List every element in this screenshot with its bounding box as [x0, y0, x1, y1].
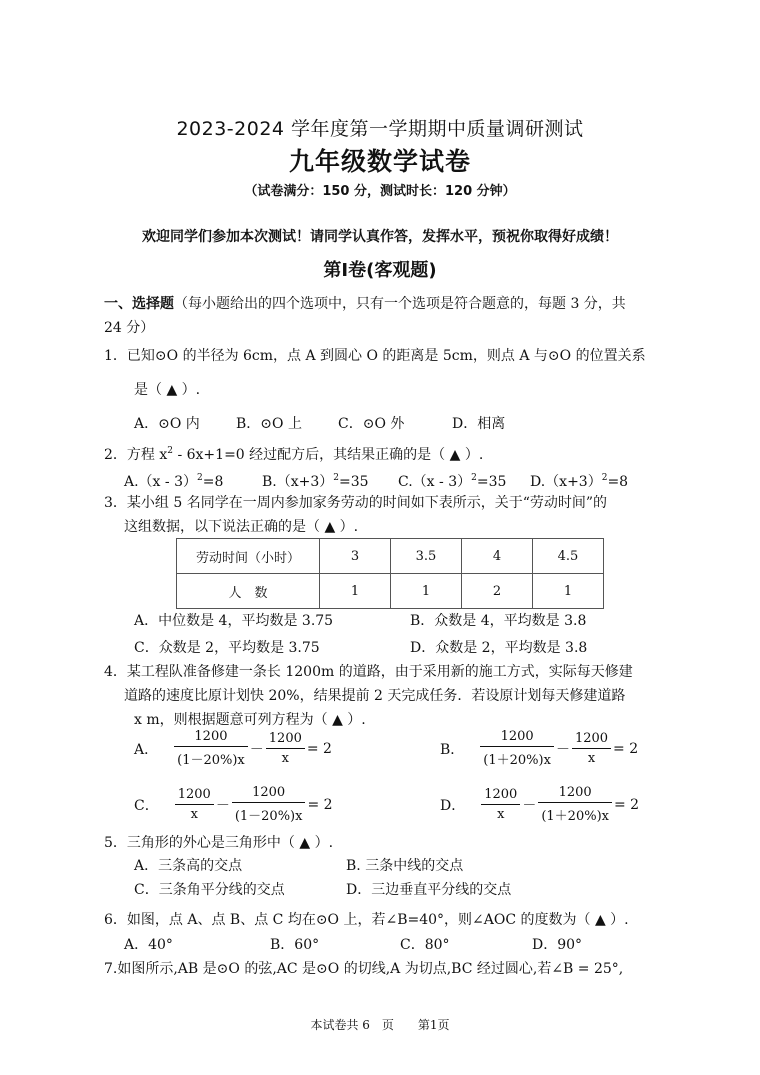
q2-option-c-tail: =35: [476, 474, 507, 490]
fraction-denominator: (1－20%)x: [234, 809, 303, 824]
q6-option-b: B．60°: [270, 937, 320, 953]
q1-option-d: D．相离: [452, 416, 506, 432]
q2-stem-text: 2．方程 x: [104, 447, 168, 463]
q4-option-b: [440, 729, 638, 768]
q4-option-d-label: D．: [440, 797, 466, 814]
equation-rhs: = 2: [613, 796, 640, 813]
q2-stem: [104, 444, 483, 464]
table-cell: 2: [462, 574, 533, 609]
equation-rhs: = 2: [613, 740, 639, 757]
q1-stem-line2: 是（ ▲ ）.: [134, 382, 201, 398]
q1-option-b: B．⊙O 上: [236, 416, 302, 432]
fraction-denominator: (1＋20%)x: [483, 753, 551, 768]
table-cell: 1: [391, 574, 462, 609]
fraction-denominator: x: [190, 807, 198, 822]
q1-option-a: A．⊙O 内: [134, 416, 200, 432]
q3-option-b: B．众数是 4，平均数是 3.8: [410, 613, 587, 629]
fraction: [538, 785, 612, 824]
volume-heading: 第Ⅰ卷(客观题): [323, 260, 437, 281]
q3-stem-line2: 这组数据，以下说法正确的是（ ▲ ）.: [124, 519, 359, 535]
q4-option-c-label: C．: [134, 797, 159, 814]
fraction: [174, 729, 248, 768]
q2-stem-text-tail: - 6x+1=0 经过配方后，其结果正确的是（ ▲ ）.: [173, 447, 484, 463]
q2-option-a-exp: 2: [197, 473, 203, 483]
section-heading: [104, 293, 626, 313]
q6-option-c: C．80°: [400, 937, 450, 953]
section-title: 一、选择题: [104, 296, 174, 312]
table-row-label: 劳动时间（小时）: [177, 539, 320, 574]
q2-option-b-text: B.（x+3）: [262, 474, 334, 490]
fraction: [572, 731, 611, 766]
q5-option-c: C．三条角平分线的交点: [134, 882, 285, 898]
table-cell: 1: [320, 574, 391, 609]
table-row: [177, 539, 604, 574]
q2-option-d-tail: =8: [607, 474, 629, 490]
q4-stem-line1: 4．某工程队准备修建一条长 1200m 的道路，由于采用新的施工方式，实际每天修建: [104, 664, 633, 680]
q2-option-a: [124, 471, 223, 491]
q4-stem-line2: 道路的速度比原计划快 20%，结果提前 2 天完成任务．若设原计划每天修建道路: [124, 688, 626, 704]
q3-option-a: A．中位数是 4，平均数是 3.75: [134, 613, 334, 629]
q4-option-b-label: B．: [440, 741, 465, 758]
q3-option-d: D．众数是 2，平均数是 3.8: [410, 640, 588, 656]
fraction-numerator: 1200: [174, 729, 248, 747]
minus-sign: －: [522, 797, 537, 814]
q5-option-d: D．三边垂直平分线的交点: [346, 882, 512, 898]
exam-title-line2: 九年级数学试卷: [288, 147, 471, 176]
q2-option-d-text: D.（x+3）: [530, 474, 602, 490]
q6-option-a: A．40°: [124, 937, 173, 953]
equation-rhs: = 2: [307, 796, 333, 813]
q2-option-a-tail: =8: [202, 474, 224, 490]
q2-option-b: [262, 471, 369, 491]
fraction-numerator: 1200: [232, 785, 306, 803]
q5-option-a: A．三条高的交点: [134, 858, 243, 874]
minus-sign: －: [249, 741, 264, 758]
section-instruction: （每小题给出的四个选项中，只有一个选项是符合题意的，每题 3 分，共: [174, 296, 626, 312]
fraction: [481, 787, 520, 822]
q4-option-a-label: A．: [134, 741, 159, 758]
table-row-label: 人 数: [177, 574, 320, 609]
work-hours-table: [176, 538, 604, 609]
q2-option-c-exp: 2: [471, 473, 477, 483]
q1-stem-line1: 1．已知⊙O 的半径为 6cm，点 A 到圆心 O 的距离是 5cm，则点 A 与⊙O 的位置关系: [104, 348, 646, 364]
fraction-numerator: 1200: [481, 787, 520, 805]
table-cell: 3.5: [391, 539, 462, 574]
q5-stem: 5．三角形的外心是三角形中（ ▲ ）.: [104, 835, 334, 851]
fraction: [480, 729, 554, 768]
q2-option-c: [398, 471, 506, 491]
fraction-numerator: 1200: [572, 731, 611, 749]
fraction-denominator: x: [587, 751, 596, 766]
fraction: [232, 785, 306, 824]
q1-option-c: C．⊙O 外: [338, 416, 405, 432]
exam-subtitle: （试卷满分：150 分，测试时长：120 分钟）: [244, 184, 516, 199]
fraction-numerator: 1200: [266, 731, 305, 749]
welcome-message: 欢迎同学们参加本次测试！请同学认真作答，发挥水平，预祝你取得好成绩！: [142, 229, 618, 245]
q2-option-b-exp: 2: [333, 473, 340, 483]
minus-sign: －: [215, 797, 230, 814]
fraction-denominator: x: [281, 751, 289, 766]
q2-option-d: [530, 471, 628, 491]
exam-title-line1: 2023-2024 学年度第一学期期中质量调研测试: [176, 118, 584, 140]
fraction-denominator: x: [497, 807, 505, 822]
q2-stem-exponent: 2: [167, 446, 173, 456]
q2-option-a-text: A.（x - 3）: [124, 474, 197, 490]
q6-stem: 6．如图，点 A、点 B、点 C 均在⊙O 上，若∠B=40°，则∠AOC 的度数为（ ▲ ）.: [104, 912, 629, 928]
table-cell: 1: [533, 574, 604, 609]
fraction: [175, 787, 214, 822]
page-footer: 本试卷共 6 页 第1页: [310, 1018, 450, 1032]
table-cell: 4: [462, 539, 533, 574]
fraction-numerator: 1200: [175, 787, 214, 805]
q6-option-d: D．90°: [532, 937, 583, 953]
q2-option-c-text: C.（x - 3）: [398, 474, 472, 490]
q4-stem-line3: x m，则根据题意可列方程为（ ▲ ）.: [134, 712, 366, 728]
table-cell: 3: [320, 539, 391, 574]
q4-option-a: [134, 729, 332, 768]
fraction: [266, 731, 305, 766]
q2-option-b-tail: =35: [339, 474, 369, 490]
q7-stem: 7.如图所示,AB 是⊙O 的弦,AC 是⊙O 的切线,A 为切点,BC 经过圆心,若∠B = 25°,: [104, 961, 624, 977]
fraction-numerator: 1200: [538, 785, 612, 803]
q3-stem-line1: 3．某小组 5 名同学在一周内参加家务劳动的时间如下表所示，关于“劳动时间”的: [104, 495, 608, 511]
q4-option-d: [440, 785, 639, 824]
table-cell: 4.5: [533, 539, 604, 574]
section-instruction-cont: 24 分）: [104, 320, 155, 336]
q3-option-c: C．众数是 2，平均数是 3.75: [134, 640, 320, 656]
fraction-numerator: 1200: [480, 729, 554, 747]
fraction-denominator: (1－20%)x: [177, 753, 245, 768]
minus-sign: －: [555, 741, 570, 758]
q5-option-b: B. 三条中线的交点: [346, 858, 464, 874]
equation-rhs: = 2: [306, 740, 332, 757]
q4-option-c: [134, 785, 333, 824]
q2-option-d-exp: 2: [601, 473, 608, 483]
fraction-denominator: (1＋20%)x: [541, 809, 609, 824]
table-row: [177, 574, 604, 609]
